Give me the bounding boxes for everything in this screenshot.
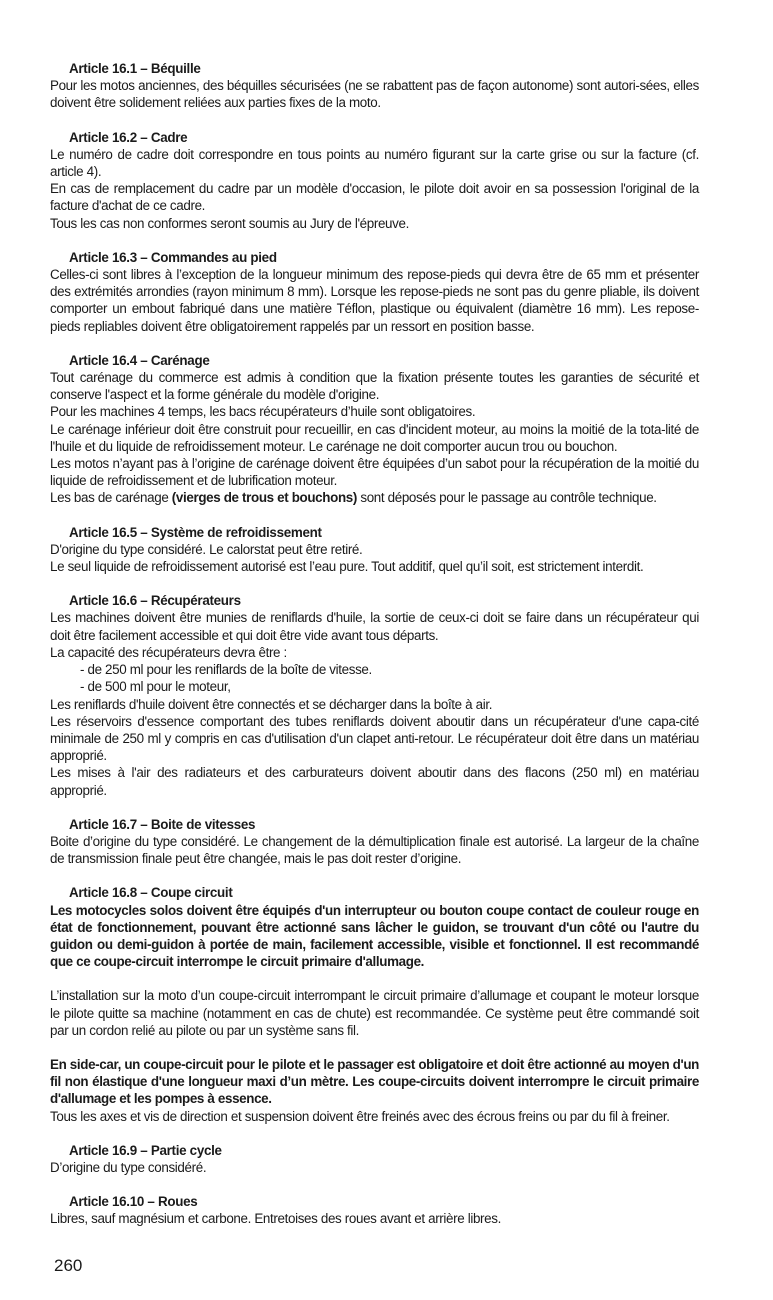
article-16-5 [50,524,699,576]
paragraph: Le seul liquide de refroidissement autorisé est l’eau pure. Tout additif, quel qu’il soit, est strictement interdit. [50,559,644,575]
bold-paragraph: Les motocycles solos doivent être équipés d'un interrupteur ou bouton coupe contact de couleur rouge en état de fonctionnement, pouvant être actionné sans lâcher le guidon, se trouvant d'un côté ou l'autre du guidon ou demi-guidon à portée de main, facilement accessible, visible et fonctionnel. Il est recommandé que ce coupe-circuit interrompe le circuit primaire d'allumage. [50,902,699,970]
bold-text-run: (vierges de trous et bouchons) [171,490,357,506]
article-heading: Article 16.10 – Roues [69,1194,198,1210]
list-item: - de 250 ml pour les reniflards de la boîte de vitesse. [80,662,372,678]
article-16-4 [50,352,699,507]
article-heading: Article 16.3 – Commandes au pied [69,249,277,265]
article-16-1 [50,60,699,112]
paragraph-gap [50,1039,699,1056]
list-item: - de 500 ml pour le moteur, [80,679,231,695]
article-16-2 [50,129,699,232]
article-heading: Article 16.4 – Carénage [69,352,210,368]
article-heading: Article 16.1 – Béquille [69,61,201,76]
paragraph: D’origine du type considéré. [50,1159,207,1175]
paragraph: Le carénage inférieur doit être construit pour recueillir, en cas d'incident moteur, au moins la moitié de la tota-lité de l'huile et du liquide de refroidissement moteur. Le carénage ne doit comporter aucun trou ou bouchon. [50,421,699,454]
text-run: Les bas de carénage [50,490,172,506]
paragraph-gap [50,970,699,987]
paragraph: Les reniflards d'huile doivent être connectés et se décharger dans la boîte à air. [50,696,493,712]
paragraph: Tous les axes et vis de direction et suspension doivent être freinés avec des écrous freins ou par du fil à freiner. [50,1108,670,1124]
paragraph: Libres, sauf magnésium et carbone. Entretoises des roues avant et arrière libres. [50,1211,501,1227]
article-heading: Article 16.9 – Partie cycle [69,1142,222,1158]
paragraph: Tout carénage du commerce est admis à condition que la fixation présente toutes les garanties de sécurité et conserve l'aspect et la forme générale du modèle d'origine. [50,370,699,403]
article-heading: Article 16.6 – Récupérateurs [69,593,241,609]
paragraph: D'origine du type considéré. Le calorstat peut être retiré. [50,541,363,557]
paragraph: L’installation sur la moto d’un coupe-circuit interrompant le circuit primaire d’allumage et coupant le moteur lorsque le pilote quitte sa machine (notamment en cas de chute) est recommandée. Ce système peut être commandé soit par un cordon relié au pilote ou par un système sans fil. [50,988,699,1038]
paragraph: En cas de remplacement du cadre par un modèle d'occasion, le pilote doit avoir en sa possession l'original de la facture d'achat de ce cadre. [50,181,699,214]
paragraph: Pour les motos anciennes, des béquilles sécurisées (ne se rabattent pas de façon autonome) sont autori-sées, elles doivent être solidement reliées aux parties fixes de la moto. [50,78,699,111]
article-16-7 [50,816,699,868]
paragraph: Les mises à l'air des radiateurs et des carburateurs doivent aboutir dans des flacons (250 ml) en matériau approprié. [50,765,699,798]
paragraph: Les machines doivent être munies de reniflards d'huile, la sortie de ceux-ci doit se faire dans un récupérateur qui doit être facilement accessible et qui doit être vide avant tous départs. [50,610,699,643]
article-heading: Article 16.2 – Cadre [69,129,188,145]
paragraph-mixed [50,489,699,506]
paragraph: Celles-ci sont libres à l’exception de la longueur minimum des repose-pieds qui devra être de 65 mm et présenter des extrémités arrondies (rayon minimum 8 mm). Lorsque les repose-pieds ne sont pas du genre pliable, ils doivent comporter un embout fabriqué dans une matière Téflon, plastique ou équivalent (diamètre 16 mm). Les repose-pieds repliables doivent être obligatoirement rappelés par un ressort en position basse. [50,267,699,334]
paragraph: Les réservoirs d'essence comportant des tubes reniflards doivent aboutir dans un récupérateur d'une capa-cité minimale de 250 ml y compris en cas d'utilisation d'un clapet anti-retour. Le récupérateur doit être dans un matériau approprié. [50,713,699,764]
article-16-9 [50,1142,699,1176]
paragraph: La capacité des récupérateurs devra être : [50,644,287,660]
page-number: 260 [54,1256,83,1275]
article-16-10 [50,1193,699,1227]
paragraph: Pour les machines 4 temps, les bacs récupérateurs d’huile sont obligatoires. [50,404,476,420]
paragraph: Les motos n’ayant pas à l’origine de carénage doivent être équipées d’un sabot pour la récupération de la moitié du liquide de refroidissement et de lubrification moteur. [50,456,699,489]
paragraph: Tous les cas non conformes seront soumis au Jury de l'épreuve. [50,215,409,231]
article-16-6 [50,592,699,798]
article-heading: Article 16.5 – Système de refroidissement [69,524,322,540]
paragraph: Boite d’origine du type considéré. Le changement de la démultiplication finale est autorisé. La largeur de la chaîne de transmission finale peut être changée, mais le pas doit rester d’origine. [50,833,699,867]
article-16-8 [50,884,699,1124]
article-16-3 [50,249,699,335]
article-heading: Article 16.7 – Boite de vitesses [69,816,256,832]
bold-paragraph: En side-car, un coupe-circuit pour le pilote et le passager est obligatoire et doit être actionné au moyen d'un fil non élastique d'une longueur maxi d’un mètre. Les coupe-circuits doivent interrompre le circuit primaire d'allumage et les pompes à essence. [50,1056,699,1107]
article-heading: Article 16.8 – Coupe circuit [69,885,233,901]
paragraph: Le numéro de cadre doit correspondre en tous points au numéro figurant sur la carte grise ou sur la facture (cf. article 4). [50,146,699,180]
text-run: sont déposés pour le passage au contrôle technique. [356,490,657,506]
